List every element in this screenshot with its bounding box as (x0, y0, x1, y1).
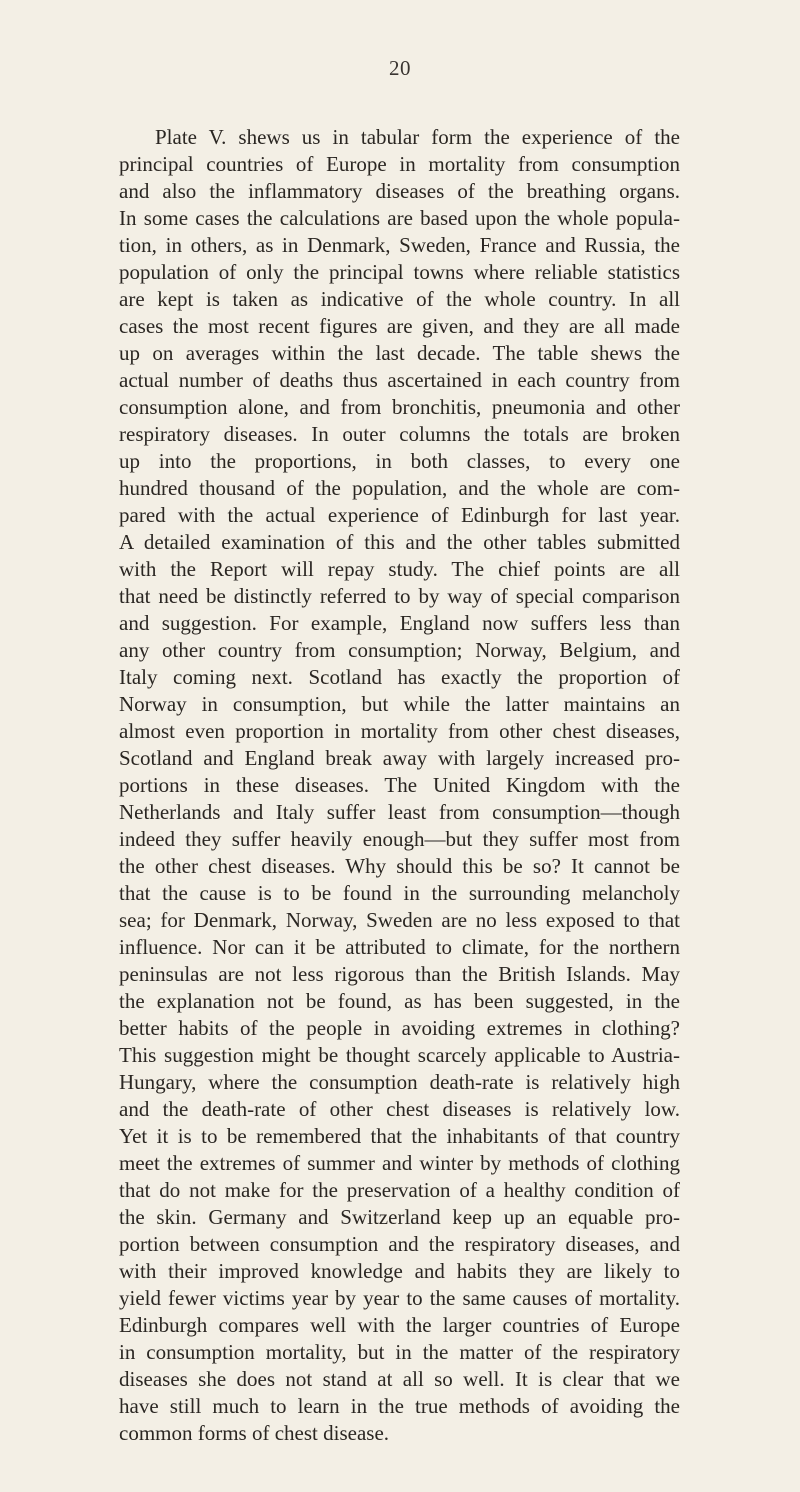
text-line: Italy coming next. Scotland has exactly the proportion of (119, 665, 680, 689)
text-line: This suggestion might be thought scarcely applicable to Austria- (119, 1043, 680, 1067)
text-line: Scotland and England break away with largely increased pro- (119, 746, 680, 770)
text-line: with their improved knowledge and habits they are likely to (119, 1259, 680, 1283)
text-line: Netherlands and Italy suffer least from consumption—though (119, 800, 680, 824)
text-line: pared with the actual experience of Edinburgh for last year. (119, 503, 680, 527)
text-line: Hungary, where the consumption death-rate is relatively high (119, 1070, 680, 1094)
text-line: actual number of deaths thus ascertained in each country from (119, 368, 680, 392)
text-line: are kept is taken as indicative of the whole country. In all (119, 287, 680, 311)
text-line: with the Report will repay study. The chief points are all (119, 557, 680, 581)
text-line: Edinburgh compares well with the larger countries of Europe (119, 1313, 680, 1337)
text-line: better habits of the people in avoiding extremes in clothing? (119, 1016, 680, 1040)
text-line: Norway in consumption, but while the latter maintains an (119, 692, 680, 716)
text-line: the other chest diseases. Why should this be so? It cannot be (119, 854, 680, 878)
text-line: common forms of chest disease. (119, 1421, 390, 1445)
text-line: that do not make for the preservation of a healthy condition of (119, 1178, 680, 1202)
text-line: consumption alone, and from bronchitis, pneumonia and other (119, 395, 680, 419)
text-line: and also the inflammatory diseases of the breathing organs. (119, 179, 680, 203)
body-paragraph (119, 124, 680, 1447)
text-line: In some cases the calculations are based upon the whole popula- (119, 206, 680, 230)
text-line: yield fewer victims year by year to the same causes of mortality. (119, 1286, 680, 1310)
text-line: that the cause is to be found in the surrounding melancholy (119, 881, 680, 905)
text-line: A detailed examination of this and the other tables submitted (119, 530, 680, 554)
text-line: sea; for Denmark, Norway, Sweden are no less exposed to that (119, 908, 680, 932)
text-line: population of only the principal towns where reliable statistics (119, 260, 680, 284)
text-line: have still much to learn in the true methods of avoiding the (119, 1394, 680, 1418)
text-line: respiratory diseases. In outer columns the totals are broken (119, 422, 680, 446)
text-line: hundred thousand of the population, and the whole are com- (119, 476, 680, 500)
text-line: the skin. Germany and Switzerland keep up an equable pro- (119, 1205, 680, 1229)
page-number: 20 (389, 56, 411, 80)
text-line: Yet it is to be remembered that the inhabitants of that country (119, 1124, 680, 1148)
text-line: and suggestion. For example, England now suffers less than (119, 611, 680, 635)
text-line: portions in these diseases. The United Kingdom with the (119, 773, 680, 797)
text-line: peninsulas are not less rigorous than the British Islands. May (119, 962, 680, 986)
text-line: principal countries of Europe in mortality from consumption (119, 152, 680, 176)
text-line: up on averages within the last decade. The table shews the (119, 341, 680, 365)
text-line: that need be distinctly referred to by way of special comparison (119, 584, 680, 608)
text-line: cases the most recent figures are given, and they are all made (119, 314, 680, 338)
text-line: in consumption mortality, but in the matter of the respiratory (119, 1340, 680, 1364)
text-line: tion, in others, as in Denmark, Sweden, France and Russia, the (119, 233, 680, 257)
text-line: the explanation not be found, as has been suggested, in the (119, 989, 680, 1013)
text-line: meet the extremes of summer and winter by methods of clothing (119, 1151, 680, 1175)
text-line: and the death-rate of other chest diseases is relatively low. (119, 1097, 680, 1121)
text-line: any other country from consumption; Norway, Belgium, and (119, 638, 680, 662)
text-line: up into the proportions, in both classes, to every one (119, 449, 680, 473)
text-line: Plate V. shews us in tabular form the experience of the (155, 125, 680, 149)
text-line: diseases she does not stand at all so well. It is clear that we (119, 1367, 680, 1391)
text-line: indeed they suffer heavily enough—but they suffer most from (119, 827, 680, 851)
text-line: almost even proportion in mortality from other chest diseases, (119, 719, 680, 743)
text-line: portion between consumption and the respiratory diseases, and (119, 1232, 680, 1256)
text-line: influence. Nor can it be attributed to climate, for the northern (119, 935, 680, 959)
